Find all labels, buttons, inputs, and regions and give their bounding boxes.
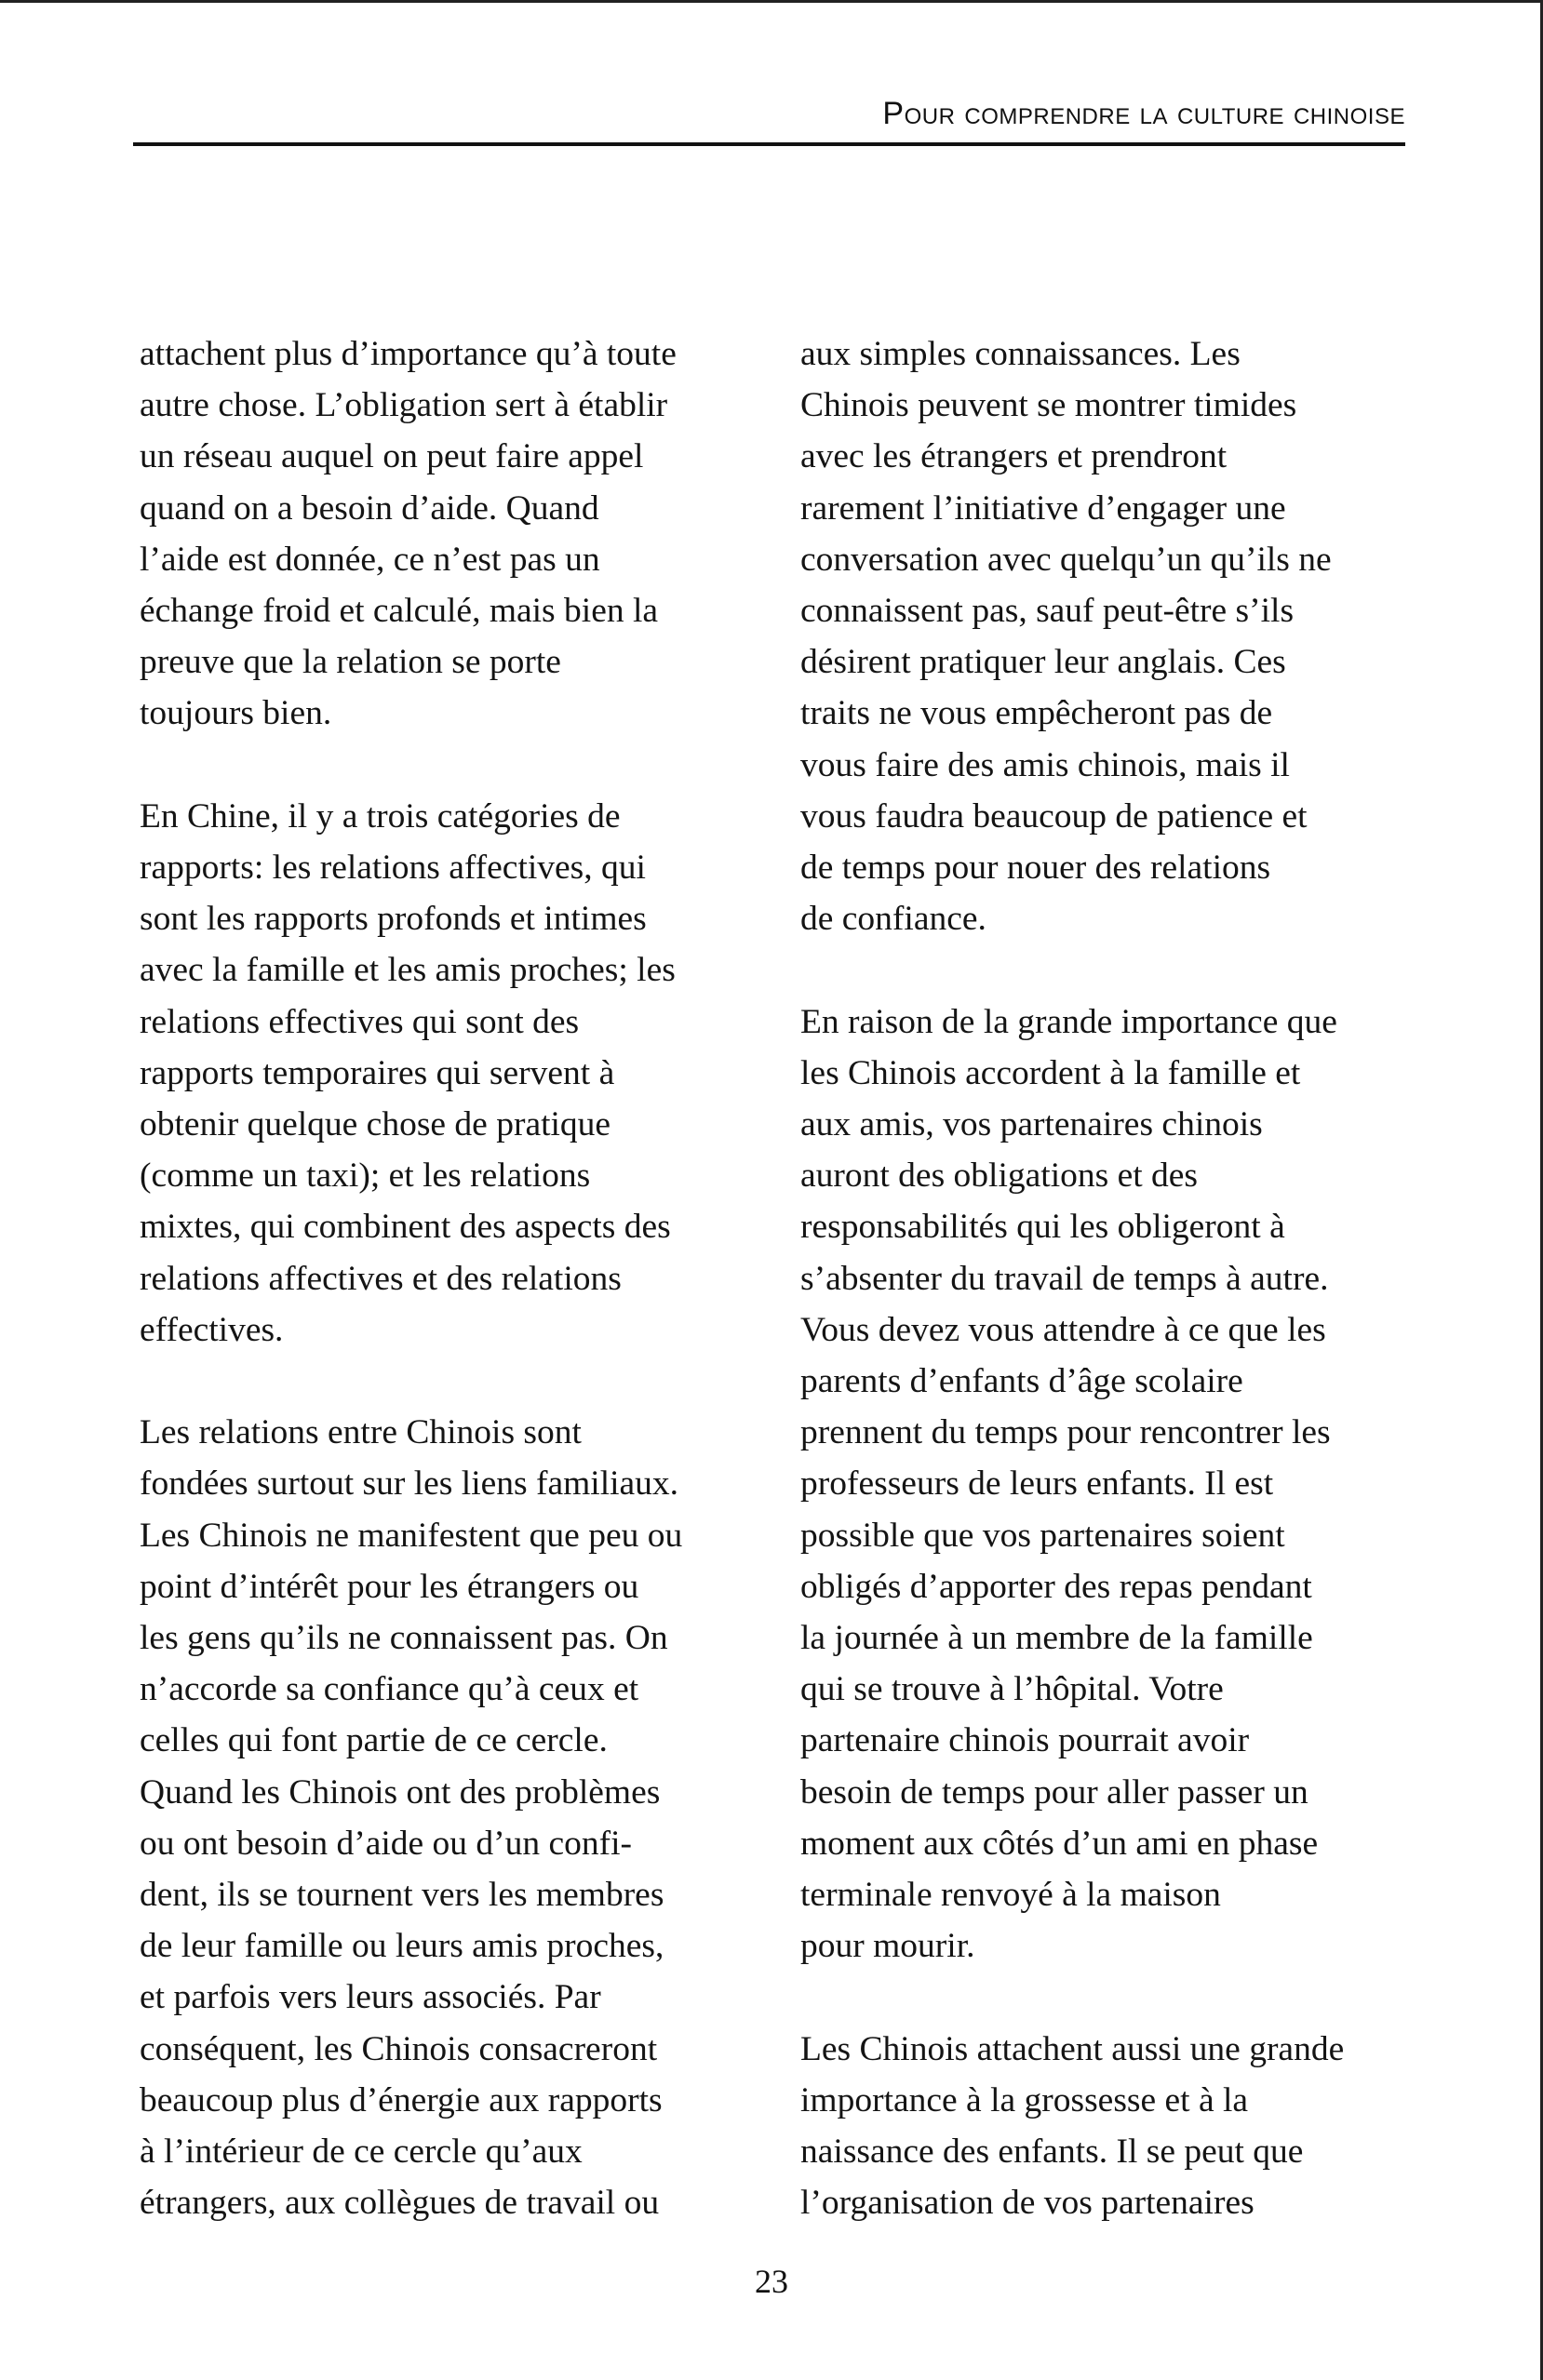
text-line: parents d’enfants d’âge scolaire (800, 1362, 1243, 1401)
text-line: preuve que la relation se porte (140, 643, 561, 682)
text-line: beaucoup plus d’énergie aux rapports (140, 2080, 663, 2119)
text-line: ou ont besoin d’aide ou d’un confi- (140, 1824, 633, 1863)
text-line: Les Chinois attachent aussi une grande (800, 2029, 1345, 2068)
text-line: sont les rapports profonds et intimes (140, 900, 647, 939)
text-line: responsabilités qui les obligeront à (800, 1208, 1285, 1247)
text-line: de confiance. (800, 900, 986, 939)
text-line: obligés d’apporter des repas pendant (800, 1567, 1312, 1606)
text-line: attachent plus d’importance qu’à toute (140, 335, 677, 373)
text-line: conséquent, les Chinois consacreront (140, 2029, 658, 2068)
text-line: aux amis, vos partenaires chinois (800, 1105, 1263, 1144)
text-line: prennent du temps pour rencontrer les (800, 1413, 1331, 1452)
text-line: avec la famille et les amis proches; les (140, 951, 676, 990)
text-line: qui se trouve à l’hôpital. Votre (800, 1670, 1224, 1709)
text-line: naissance des enfants. Il se peut que (800, 2133, 1304, 2172)
left-column (140, 328, 772, 2280)
text-line: à l’intérieur de ce cercle qu’aux (140, 2133, 583, 2172)
text-line: autre chose. L’obligation sert à établir (140, 386, 668, 425)
text-line: la journée à un membre de la famille (800, 1619, 1313, 1658)
text-line: n’accorde sa confiance qu’à ceux et (140, 1670, 639, 1709)
text-line: Quand les Chinois ont des problèmes (140, 1772, 661, 1812)
text-line: toujours bien. (140, 694, 332, 733)
text-line: celles qui font partie de ce cercle. (140, 1721, 608, 1760)
running-header: Pour comprendre la culture chinoise (882, 96, 1405, 131)
text-line: En raison de la grande importance que (800, 1002, 1337, 1041)
text-line: les gens qu’ils ne connaissent pas. On (140, 1619, 668, 1658)
text-line: de temps pour nouer des relations (800, 849, 1271, 888)
text-line: En Chine, il y a trois catégories de (140, 796, 621, 836)
text-line: vous faire des amis chinois, mais il (800, 745, 1290, 784)
text-line: rarement l’initiative d’engager une (800, 488, 1286, 528)
text-line: quand on a besoin d’aide. Quand (140, 488, 599, 528)
text-line: s’absenter du travail de temps à autre. (800, 1259, 1329, 1298)
text-line: de leur famille ou leurs amis proches, (140, 1927, 664, 1966)
text-line: étrangers, aux collègues de travail ou (140, 2184, 660, 2223)
text-line: moment aux côtés d’un ami en phase (800, 1824, 1319, 1863)
text-line: relations effectives qui sont des (140, 1002, 580, 1041)
right-column (800, 328, 1433, 2280)
header-rule (133, 142, 1405, 146)
page-number: 23 (755, 2263, 788, 2300)
paragraph (800, 996, 1433, 1972)
paragraph (140, 328, 772, 740)
text-line: pour mourir. (800, 1927, 975, 1966)
text-line: connaissent pas, sauf peut-être s’ils (800, 592, 1295, 631)
text-line: terminale renvoyé à la maison (800, 1876, 1221, 1915)
text-line: fondées surtout sur les liens familiaux. (140, 1464, 679, 1504)
text-line: un réseau auquel on peut faire appel (140, 437, 644, 476)
text-line: mixtes, qui combinent des aspects des (140, 1208, 671, 1247)
text-line: importance à la grossesse et à la (800, 2080, 1249, 2119)
text-line: dent, ils se tournent vers les membres (140, 1876, 664, 1915)
paragraph (140, 1407, 772, 2228)
text-line: Vous devez vous attendre à ce que les (800, 1310, 1326, 1349)
text-line: avec les étrangers et prendront (800, 437, 1228, 476)
text-line: auront des obligations et des (800, 1157, 1199, 1196)
text-line: besoin de temps pour aller passer un (800, 1772, 1308, 1812)
paragraph (800, 328, 1433, 944)
text-line: possible que vos partenaires soient (800, 1516, 1285, 1555)
text-line: l’aide est donnée, ce n’est pas un (140, 540, 600, 579)
text-line: Les Chinois ne manifestent que peu ou (140, 1516, 683, 1555)
text-line: l’organisation de vos partenaires (800, 2184, 1255, 2223)
text-line: aux simples connaissances. Les (800, 335, 1241, 373)
paragraph (800, 2024, 1433, 2229)
text-line: effectives. (140, 1310, 284, 1349)
text-line: obtenir quelque chose de pratique (140, 1105, 611, 1144)
text-line: Chinois peuvent se montrer timides (800, 386, 1297, 425)
text-line: rapports: les relations affectives, qui (140, 849, 646, 888)
text-line: désirent pratiquer leur anglais. Ces (800, 643, 1286, 682)
text-line: professeurs de leurs enfants. Il est (800, 1464, 1274, 1504)
text-line: relations affectives et des relations (140, 1259, 622, 1298)
text-line: rapports temporaires qui servent à (140, 1053, 615, 1092)
text-line: échange froid et calculé, mais bien la (140, 592, 659, 631)
paragraph (140, 791, 772, 1356)
text-line: et parfois vers leurs associés. Par (140, 1978, 601, 2017)
text-line: traits ne vous empêcheront pas de (800, 694, 1273, 733)
text-line: (comme un taxi); et les relations (140, 1157, 591, 1196)
text-line: Les relations entre Chinois sont (140, 1413, 582, 1452)
text-line: conversation avec quelqu’un qu’ils ne (800, 540, 1332, 579)
text-line: vous faudra beaucoup de patience et (800, 796, 1308, 836)
text-line: les Chinois accordent à la famille et (800, 1053, 1301, 1092)
text-line: point d’intérêt pour les étrangers ou (140, 1567, 639, 1606)
text-line: partenaire chinois pourrait avoir (800, 1721, 1250, 1760)
